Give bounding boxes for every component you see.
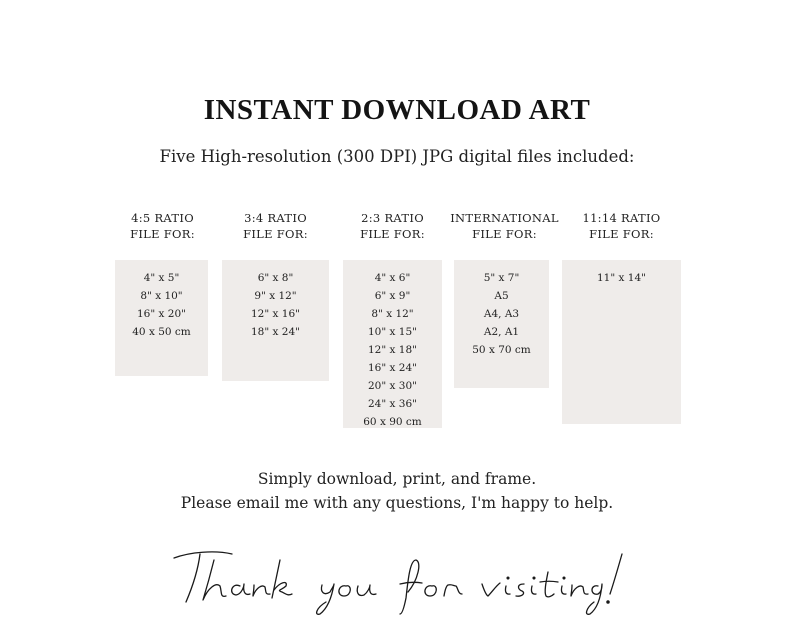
ratio-heading-2-3 (343, 210, 442, 242)
size-item: 6" x 9" (374, 290, 411, 302)
instructions-line: Simply download, print, and frame. (257, 470, 537, 488)
size-item: 20" x 30" (368, 380, 417, 392)
ratio-box-3-4 (222, 260, 329, 381)
thank-you-signature (170, 540, 630, 620)
size-item: A2, A1 (483, 326, 520, 338)
ratio-name: INTERNATIONAL (450, 211, 559, 225)
contact-line: Please email me with any questions, I'm happy to help. (180, 494, 614, 512)
size-item: 10" x 15" (368, 326, 417, 338)
size-item: 40 x 50 cm (132, 326, 191, 338)
size-item: 8" x 12" (371, 308, 414, 320)
ratio-name: 11:14 RATIO (582, 211, 661, 225)
ratio-name: 2:3 RATIO (361, 211, 424, 225)
ratio-name: 4:5 RATIO (131, 211, 194, 225)
ratio-box-4-5 (115, 260, 208, 376)
ratio-file-for: FILE FOR: (130, 227, 195, 241)
ratio-file-for: FILE FOR: (360, 227, 425, 241)
size-item: 12" x 18" (368, 344, 417, 356)
size-item: 50 x 70 cm (472, 344, 531, 356)
size-item: 16" x 24" (368, 362, 417, 374)
ratio-box-11-14 (562, 260, 681, 424)
ratio-file-for: FILE FOR: (589, 227, 654, 241)
ratio-file-for: FILE FOR: (243, 227, 308, 241)
ratio-heading-11-14 (562, 210, 681, 242)
size-item: 5" x 7" (483, 272, 520, 284)
ratio-box-2-3 (343, 260, 442, 428)
size-item: 4" x 6" (374, 272, 411, 284)
ratio-heading-3-4 (222, 210, 329, 242)
ratio-file-for: FILE FOR: (472, 227, 537, 241)
size-item: 12" x 16" (251, 308, 300, 320)
page-subtitle: Five High-resolution (300 DPI) JPG digital files included: (159, 147, 635, 166)
size-item: 18" x 24" (251, 326, 300, 338)
page-title: INSTANT DOWNLOAD ART (203, 94, 591, 126)
ratio-heading-4-5 (115, 210, 210, 242)
size-item: 60 x 90 cm (363, 416, 422, 428)
size-item: 16" x 20" (137, 308, 186, 320)
size-item: 24" x 36" (368, 398, 417, 410)
size-item: 9" x 12" (254, 290, 297, 302)
ratio-name: 3:4 RATIO (244, 211, 307, 225)
size-item: 6" x 8" (257, 272, 294, 284)
ratio-box-international (454, 260, 549, 388)
size-item: 4" x 5" (143, 272, 180, 284)
size-item: A4, A3 (483, 308, 520, 320)
size-item: 11" x 14" (597, 272, 646, 284)
ratio-heading-international (446, 210, 563, 242)
size-item: A5 (494, 290, 509, 302)
size-item: 8" x 10" (140, 290, 183, 302)
